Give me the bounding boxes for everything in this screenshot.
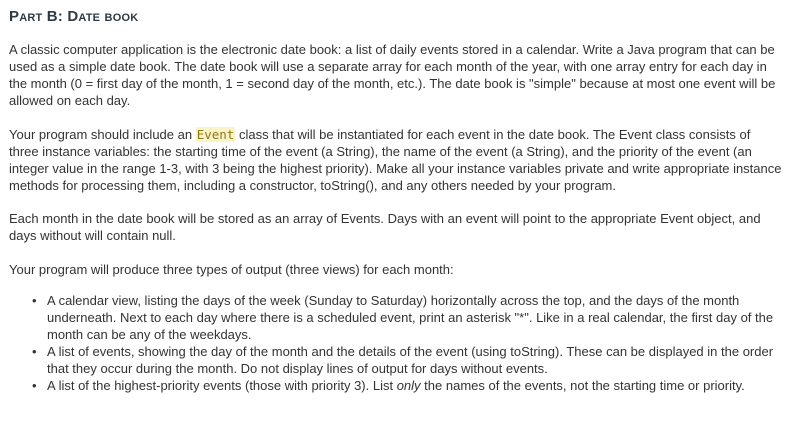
bullet-icon: • <box>32 293 37 308</box>
output-views-list <box>9 292 783 394</box>
list-item-priority-list <box>32 377 783 394</box>
list-item-text: A calendar view, listing the days of the week (Sunday to Saturday) horizontally across the top, and the days of the month underneath. Next to each day where there is a scheduled event, print an asterisk "*". Like in a real calendar, the first day of the month can be any of the weekdays. <box>47 293 774 342</box>
list-item-text: A list of events, showing the day of the month and the details of the event (using toString). These can be displayed in the order that they occur during the month. Do not display lines of output for days without events. <box>47 344 774 376</box>
section-heading: Part B: Date book <box>9 8 139 25</box>
event-class-paragraph <box>9 126 783 194</box>
event-paragraph-text-end: class that will be instantiated for each event in the date book. The Event class consists of three instance variables: the starting time of the event (a String), the name of the event (a String), and the priority of the event (an integer value in the range 1-3, with 3 being the highest priority). Make all your instance variables private and write appropriate instance methods for processing them, including a constructor, toString(), and any others needed by your program. <box>9 127 782 193</box>
list-item-text-start: A list of the highest-priority events (those with priority 3). List <box>47 378 397 393</box>
event-paragraph-text-start: Your program should include an <box>9 127 196 142</box>
list-item-event-list <box>32 343 783 377</box>
bullet-icon: • <box>32 344 37 359</box>
event-class-code: Event <box>196 127 235 142</box>
list-item-calendar-view <box>32 292 783 343</box>
intro-paragraph: A classic computer application is the electronic date book: a list of daily events stored in a calendar. Write a Java program that can be used as a simple date book. The date book will use a separate array for each month of the year, with one array entry for each day in the month (0 = first day of the month, 1 = second day of the month, etc.). The date book is "simple" because at most one event will be allowed on each day. <box>9 42 776 108</box>
list-item-text-end: the names of the events, not the starting time or priority. <box>420 378 745 393</box>
emphasis-only: only <box>396 378 421 393</box>
output-views-paragraph: Your program will produce three types of output (three views) for each month: <box>9 262 454 277</box>
month-array-paragraph: Each month in the date book will be stored as an array of Events. Days with an event will point to the appropriate Event object, and days without will contain null. <box>9 211 761 243</box>
bullet-icon: • <box>32 378 37 393</box>
